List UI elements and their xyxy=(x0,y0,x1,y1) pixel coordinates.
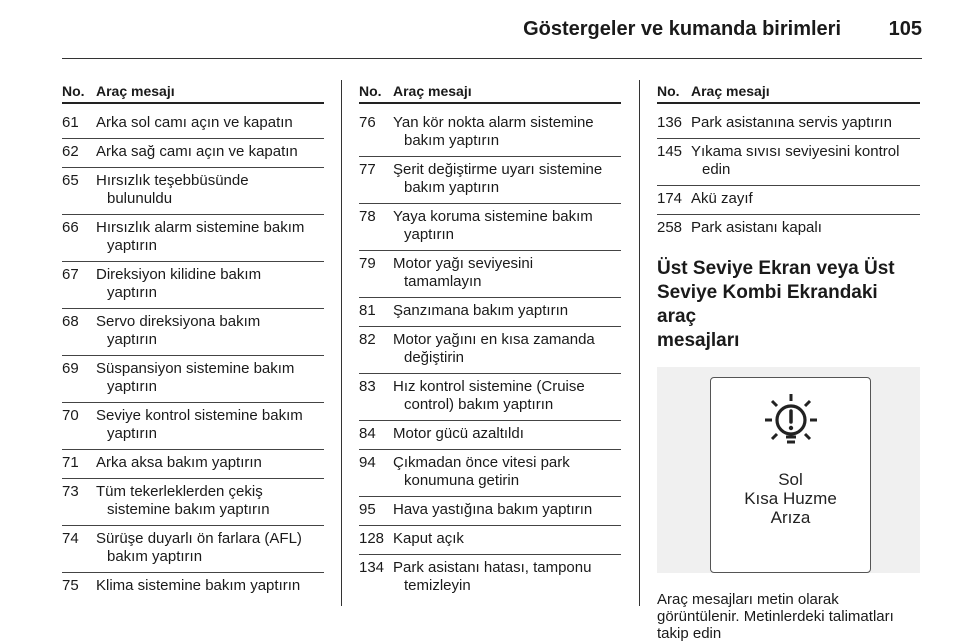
row-number: 128 xyxy=(359,530,385,547)
row-message: Kaput açık xyxy=(393,530,464,547)
row-number: 66 xyxy=(62,219,79,236)
column-divider xyxy=(341,80,342,606)
table-row xyxy=(62,168,324,215)
row-message: Park asistanı hatası, tamponu temizleyin xyxy=(393,559,592,594)
table-row xyxy=(62,309,324,356)
table-rows xyxy=(62,110,324,601)
row-message: Motor yağı seviyesini tamamlayın xyxy=(393,255,534,290)
section-title: Üst Seviye Ekran veya Üst Seviye Kombi Ekrandaki araç mesajları xyxy=(657,258,895,351)
table-row xyxy=(359,450,621,497)
table-row xyxy=(359,374,621,421)
table-row xyxy=(657,139,920,186)
row-number: 174 xyxy=(657,190,683,207)
message-table-col-3 xyxy=(657,80,920,642)
table-row xyxy=(359,327,621,374)
table-row xyxy=(359,298,621,327)
table-row xyxy=(359,421,621,450)
row-message: Park asistanına servis yaptırın xyxy=(691,114,892,131)
message-table-col-2 xyxy=(359,80,621,601)
header-no: No. xyxy=(359,83,382,99)
display-message: Sol Kısa Huzme Arıza xyxy=(744,470,837,527)
header-no: No. xyxy=(62,83,85,99)
display-illustration xyxy=(657,367,920,573)
row-number: 78 xyxy=(359,208,376,225)
bulb-failure-icon xyxy=(761,390,821,458)
row-message: Motor yağını en kısa zamanda değiştirin xyxy=(393,331,595,366)
row-number: 69 xyxy=(62,360,79,377)
row-message: Yan kör nokta alarm sistemine bakım yaptırın xyxy=(393,114,594,149)
row-number: 145 xyxy=(657,143,683,160)
row-message: Seviye kontrol sistemine bakım yaptırın xyxy=(96,407,303,442)
row-message: Yıkama sıvısı seviyesini kontrol edin xyxy=(691,143,900,178)
table-row xyxy=(62,526,324,573)
row-message: Hız kontrol sistemine (Cruise control) bakım yaptırın xyxy=(393,378,585,413)
page-header xyxy=(0,0,960,60)
row-number: 258 xyxy=(657,219,683,236)
caption: Araç mesajları metin olarak görüntülenir. Metinlerdeki talimatları takip edin xyxy=(657,591,894,642)
table-rows xyxy=(657,110,920,243)
row-message: Hava yastığına bakım yaptırın xyxy=(393,501,593,518)
row-message: Arka sol camı açın ve kapatın xyxy=(96,114,293,131)
table-row xyxy=(359,526,621,555)
row-message: Direksiyon kilidine bakım yaptırın xyxy=(96,266,262,301)
row-number: 75 xyxy=(62,577,79,594)
row-message: Şanzımana bakım yaptırın xyxy=(393,302,569,319)
row-number: 61 xyxy=(62,114,79,131)
row-message: Klima sistemine bakım yaptırın xyxy=(96,577,301,594)
table-row xyxy=(62,403,324,450)
row-message: Servo direksiyona bakım yaptırın xyxy=(96,313,261,348)
row-message: Akü zayıf xyxy=(691,190,753,207)
header-divider xyxy=(62,58,922,59)
table-header xyxy=(359,80,621,104)
table-row xyxy=(62,139,324,168)
table-row xyxy=(62,215,324,262)
row-message: Hırsızlık alarm sistemine bakım yaptırın xyxy=(96,219,305,254)
table-row xyxy=(359,251,621,298)
row-number: 134 xyxy=(359,559,385,576)
table-row xyxy=(657,215,920,243)
table-row xyxy=(657,110,920,139)
header-message: Araç mesajı xyxy=(96,83,175,99)
row-number: 79 xyxy=(359,255,376,272)
table-header xyxy=(62,80,324,104)
row-number: 84 xyxy=(359,425,376,442)
header-message: Araç mesajı xyxy=(393,83,472,99)
row-message: Şerit değiştirme uyarı sistemine bakım yaptırın xyxy=(393,161,603,196)
table-row xyxy=(62,356,324,403)
table-row xyxy=(657,186,920,215)
table-row xyxy=(62,450,324,479)
row-number: 71 xyxy=(62,454,79,471)
row-message: Hırsızlık teşebbüsünde bulunuldu xyxy=(96,172,249,207)
page-number: 105 xyxy=(888,18,922,40)
table-rows xyxy=(359,110,621,601)
row-number: 82 xyxy=(359,331,376,348)
row-number: 76 xyxy=(359,114,376,131)
row-message: Süspansiyon sistemine bakım yaptırın xyxy=(96,360,295,395)
table-header xyxy=(657,80,920,104)
table-row xyxy=(359,555,621,601)
table-row xyxy=(62,262,324,309)
row-number: 94 xyxy=(359,454,376,471)
row-message: Tüm tekerleklerden çekiş sistemine bakım yaptırın xyxy=(96,483,270,518)
row-number: 77 xyxy=(359,161,376,178)
table-row xyxy=(359,204,621,251)
row-number: 62 xyxy=(62,143,79,160)
row-message: Çıkmadan önce vitesi park konumuna getirin xyxy=(393,454,570,489)
row-number: 74 xyxy=(62,530,79,547)
row-message: Motor gücü azaltıldı xyxy=(393,425,524,442)
display-screen xyxy=(710,377,871,573)
table-row xyxy=(359,497,621,526)
row-number: 136 xyxy=(657,114,683,131)
row-number: 83 xyxy=(359,378,376,395)
table-row xyxy=(62,573,324,601)
row-number: 67 xyxy=(62,266,79,283)
table-row xyxy=(359,157,621,204)
table-row xyxy=(62,110,324,139)
row-number: 65 xyxy=(62,172,79,189)
table-row xyxy=(359,110,621,157)
column-divider xyxy=(639,80,640,606)
message-table-col-1 xyxy=(62,80,324,601)
header-no: No. xyxy=(657,83,680,99)
row-message: Sürüşe duyarlı ön farlara (AFL) bakım yaptırın xyxy=(96,530,302,565)
row-message: Park asistanı kapalı xyxy=(691,219,822,236)
row-number: 68 xyxy=(62,313,79,330)
row-number: 81 xyxy=(359,302,376,319)
page-title: Göstergeler ve kumanda birimleri xyxy=(523,18,841,40)
row-number: 95 xyxy=(359,501,376,518)
row-message: Arka aksa bakım yaptırın xyxy=(96,454,262,471)
header-message: Araç mesajı xyxy=(691,83,770,99)
table-row xyxy=(62,479,324,526)
row-number: 70 xyxy=(62,407,79,424)
row-number: 73 xyxy=(62,483,79,500)
row-message: Arka sağ camı açın ve kapatın xyxy=(96,143,298,160)
row-message: Yaya koruma sistemine bakım yaptırın xyxy=(393,208,593,243)
